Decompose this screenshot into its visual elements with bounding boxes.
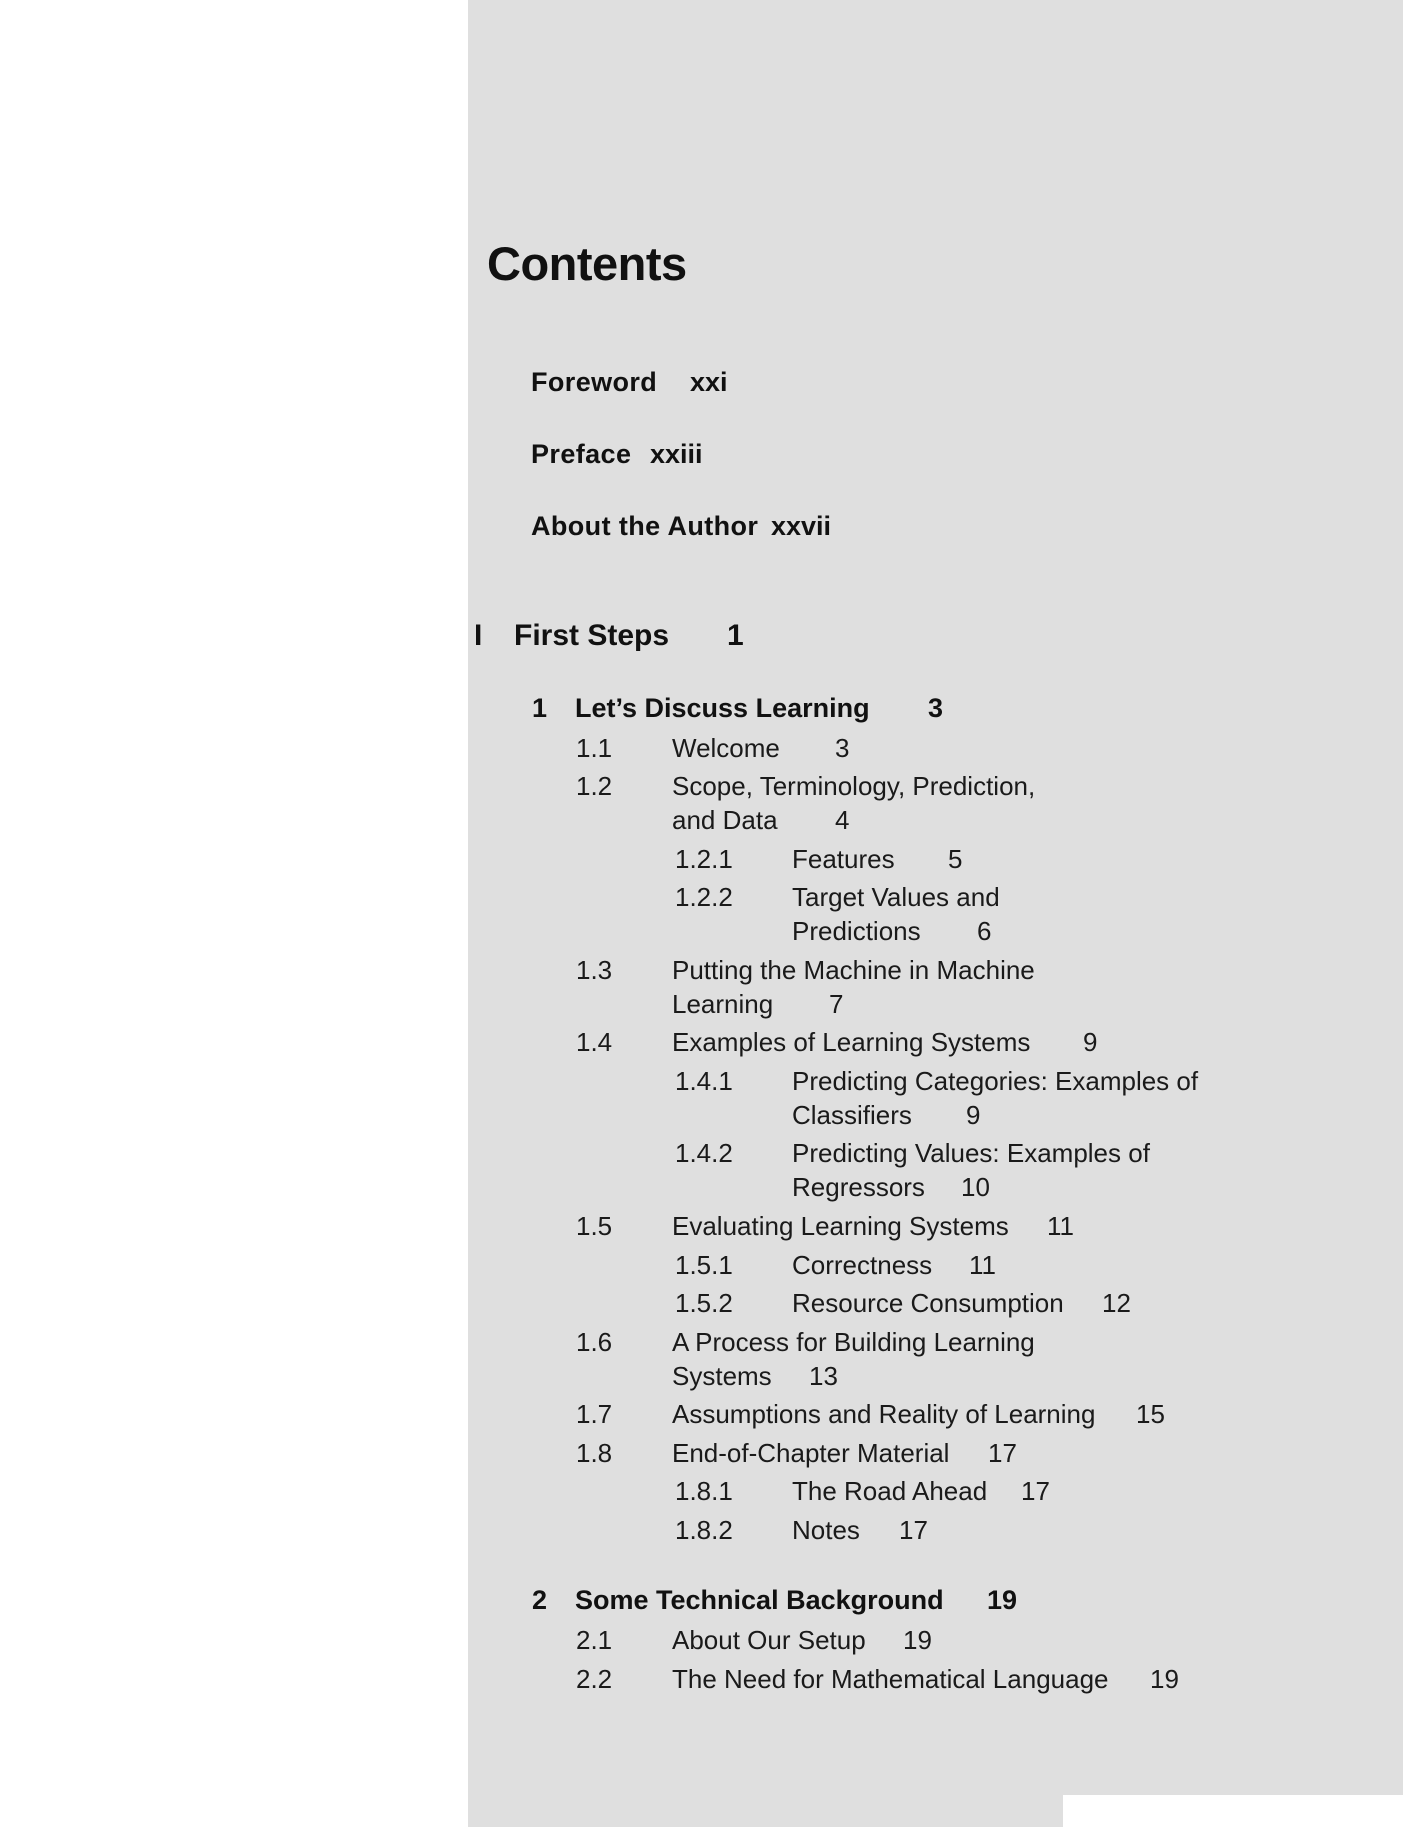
subsection-page: 9 xyxy=(966,1100,981,1130)
subsection-title[interactable]: Target Values and xyxy=(792,882,1000,912)
subsection-number: 1.2.2 xyxy=(675,882,733,912)
subsection-number: 1.5.2 xyxy=(675,1288,733,1318)
toc-entry-preface[interactable] xyxy=(531,439,631,470)
subsection-title-continued[interactable]: Classifiers xyxy=(792,1100,912,1130)
chapter-number: 1 xyxy=(532,693,548,723)
subsection-number: 1.2.1 xyxy=(675,844,733,874)
section-page: 4 xyxy=(835,805,850,835)
section-number: 2.2 xyxy=(576,1664,613,1694)
section-title-continued[interactable]: Systems xyxy=(672,1361,772,1391)
toc-entry-label: About the Author xyxy=(531,511,759,541)
section-title[interactable]: Scope, Terminology, Prediction, xyxy=(672,771,1036,801)
subsection-page: 12 xyxy=(1102,1288,1131,1318)
subsection-title[interactable]: Correctness xyxy=(792,1250,933,1280)
subsection-title[interactable]: Resource Consumption xyxy=(792,1288,1064,1318)
section-number: 1.6 xyxy=(576,1327,613,1357)
subsection-title[interactable]: Notes xyxy=(792,1515,860,1545)
section-title-continued[interactable]: Learning xyxy=(672,989,774,1019)
toc-entry-about-the-author[interactable] xyxy=(531,511,758,542)
chapter-page: 19 xyxy=(987,1585,1018,1615)
section-page: 17 xyxy=(988,1438,1017,1468)
section-title[interactable]: Examples of Learning Systems xyxy=(672,1027,1031,1057)
chapter-title[interactable]: Let’s Discuss Learning xyxy=(575,693,870,723)
section-page: 9 xyxy=(1083,1027,1098,1057)
section-number: 1.2 xyxy=(576,771,613,801)
section-number: 1.3 xyxy=(576,955,613,985)
section-number: 1.1 xyxy=(576,733,613,763)
subsection-page: 10 xyxy=(961,1172,990,1202)
page-corner xyxy=(1063,1795,1403,1827)
toc-entry-label: Preface xyxy=(531,439,632,469)
toc-entry-page: xxi xyxy=(690,367,728,397)
subsection-number: 1.8.1 xyxy=(675,1476,733,1506)
section-page: 3 xyxy=(835,733,850,763)
toc-entry-label: Foreword xyxy=(531,367,658,397)
section-number: 1.5 xyxy=(576,1211,613,1241)
subsection-title[interactable]: The Road Ahead xyxy=(792,1476,988,1506)
toc-entry-foreword[interactable] xyxy=(531,367,657,398)
section-page: 11 xyxy=(1047,1211,1074,1241)
section-title[interactable]: Putting the Machine in Machine xyxy=(672,955,1035,985)
section-number: 2.1 xyxy=(576,1625,613,1655)
section-title[interactable]: The Need for Mathematical Language xyxy=(672,1664,1109,1694)
subsection-page: 17 xyxy=(1021,1476,1050,1506)
subsection-title-continued[interactable]: Predictions xyxy=(792,916,921,946)
subsection-title[interactable]: Predicting Categories: Examples of xyxy=(792,1066,1199,1096)
subsection-title[interactable]: Predicting Values: Examples of xyxy=(792,1138,1150,1168)
subsection-number: 1.4.1 xyxy=(675,1066,733,1096)
section-title[interactable]: Evaluating Learning Systems xyxy=(672,1211,1009,1241)
section-number: 1.4 xyxy=(576,1027,613,1057)
section-page: 15 xyxy=(1136,1399,1165,1429)
toc-entry-page: xxiii xyxy=(650,439,703,469)
part-number: I xyxy=(474,619,483,652)
section-title[interactable]: Welcome xyxy=(672,733,780,763)
subsection-number: 1.4.2 xyxy=(675,1138,733,1168)
subsection-number: 1.8.2 xyxy=(675,1515,733,1545)
subsection-page: 6 xyxy=(977,916,992,946)
subsection-page: 5 xyxy=(948,844,963,874)
section-title-continued[interactable]: and Data xyxy=(672,805,778,835)
section-page: 7 xyxy=(829,989,844,1019)
subsection-page: 11 xyxy=(969,1250,996,1280)
chapter-title[interactable]: Some Technical Background xyxy=(575,1585,944,1615)
section-title[interactable]: Assumptions and Reality of Learning xyxy=(672,1399,1096,1429)
section-title[interactable]: End-of-Chapter Material xyxy=(672,1438,950,1468)
section-page: 19 xyxy=(1150,1664,1179,1694)
subsection-number: 1.5.1 xyxy=(675,1250,733,1280)
section-title[interactable]: A Process for Building Learning xyxy=(672,1327,1035,1357)
chapter-page: 3 xyxy=(928,693,944,723)
part-page: 1 xyxy=(727,619,744,652)
chapter-number: 2 xyxy=(532,1585,548,1615)
subsection-title[interactable]: Features xyxy=(792,844,895,874)
subsection-page: 17 xyxy=(899,1515,928,1545)
subsection-title-continued[interactable]: Regressors xyxy=(792,1172,925,1202)
section-number: 1.8 xyxy=(576,1438,613,1468)
section-page: 13 xyxy=(809,1361,838,1391)
section-page: 19 xyxy=(903,1625,932,1655)
section-title[interactable]: About Our Setup xyxy=(672,1625,866,1655)
page-title: Contents xyxy=(487,237,687,290)
section-number: 1.7 xyxy=(576,1399,613,1429)
toc-entry-page: xxvii xyxy=(771,511,832,541)
part-title[interactable]: First Steps xyxy=(514,619,670,652)
